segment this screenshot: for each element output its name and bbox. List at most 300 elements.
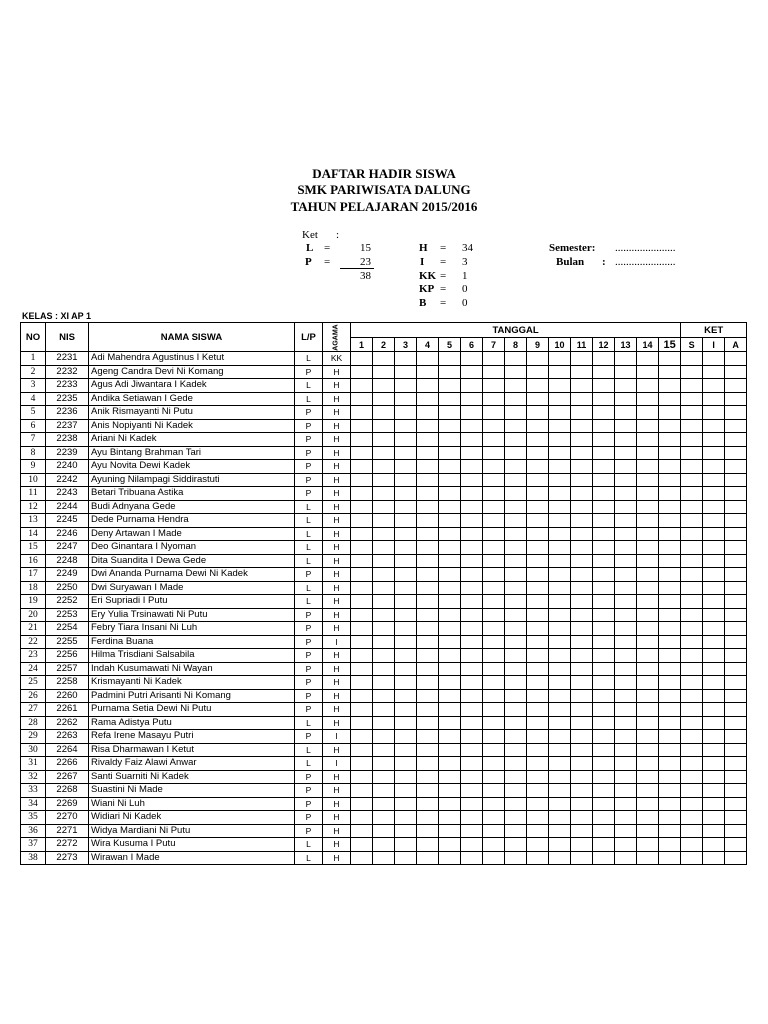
attendance-cell[interactable] [527,473,549,487]
attendance-cell[interactable] [439,649,461,663]
attendance-cell[interactable] [395,770,417,784]
attendance-cell[interactable] [351,662,373,676]
attendance-cell[interactable] [615,446,637,460]
attendance-cell[interactable] [593,770,615,784]
ket-cell[interactable] [725,514,747,528]
attendance-cell[interactable] [373,635,395,649]
attendance-cell[interactable] [483,352,505,366]
attendance-cell[interactable] [417,689,439,703]
ket-cell[interactable] [681,689,703,703]
attendance-cell[interactable] [351,595,373,609]
attendance-cell[interactable] [505,500,527,514]
ket-cell[interactable] [681,446,703,460]
attendance-cell[interactable] [395,703,417,717]
attendance-cell[interactable] [395,460,417,474]
attendance-cell[interactable] [483,554,505,568]
attendance-cell[interactable] [461,730,483,744]
attendance-cell[interactable] [417,460,439,474]
attendance-cell[interactable] [637,554,659,568]
attendance-cell[interactable] [505,352,527,366]
attendance-cell[interactable] [417,838,439,852]
ket-cell[interactable] [703,473,725,487]
attendance-cell[interactable] [615,581,637,595]
attendance-cell[interactable] [527,689,549,703]
ket-cell[interactable] [681,662,703,676]
attendance-cell[interactable] [417,487,439,501]
attendance-cell[interactable] [461,689,483,703]
attendance-cell[interactable] [615,622,637,636]
attendance-cell[interactable] [505,757,527,771]
attendance-cell[interactable] [505,689,527,703]
attendance-cell[interactable] [527,662,549,676]
attendance-cell[interactable] [483,500,505,514]
attendance-cell[interactable] [373,757,395,771]
attendance-cell[interactable] [615,757,637,771]
attendance-cell[interactable] [439,838,461,852]
attendance-cell[interactable] [615,851,637,865]
attendance-cell[interactable] [637,460,659,474]
attendance-cell[interactable] [483,473,505,487]
attendance-cell[interactable] [417,635,439,649]
attendance-cell[interactable] [527,676,549,690]
attendance-cell[interactable] [571,797,593,811]
attendance-cell[interactable] [373,419,395,433]
ket-cell[interactable] [681,824,703,838]
ket-cell[interactable] [681,730,703,744]
attendance-cell[interactable] [637,797,659,811]
attendance-cell[interactable] [593,811,615,825]
attendance-cell[interactable] [615,608,637,622]
attendance-cell[interactable] [571,487,593,501]
attendance-cell[interactable] [637,379,659,393]
ket-cell[interactable] [703,838,725,852]
attendance-cell[interactable] [439,352,461,366]
attendance-cell[interactable] [373,838,395,852]
attendance-cell[interactable] [615,379,637,393]
attendance-cell[interactable] [505,662,527,676]
attendance-cell[interactable] [637,581,659,595]
ket-cell[interactable] [681,352,703,366]
attendance-cell[interactable] [505,379,527,393]
ket-cell[interactable] [725,676,747,690]
attendance-cell[interactable] [593,446,615,460]
attendance-cell[interactable] [351,406,373,420]
ket-cell[interactable] [725,392,747,406]
attendance-cell[interactable] [527,379,549,393]
attendance-cell[interactable] [571,406,593,420]
attendance-cell[interactable] [351,379,373,393]
attendance-cell[interactable] [417,541,439,555]
ket-cell[interactable] [725,595,747,609]
attendance-cell[interactable] [417,824,439,838]
attendance-cell[interactable] [439,676,461,690]
attendance-cell[interactable] [571,622,593,636]
ket-cell[interactable] [681,649,703,663]
attendance-cell[interactable] [659,406,681,420]
attendance-cell[interactable] [417,851,439,865]
attendance-cell[interactable] [351,392,373,406]
attendance-cell[interactable] [373,473,395,487]
attendance-cell[interactable] [505,824,527,838]
ket-cell[interactable] [725,541,747,555]
attendance-cell[interactable] [527,608,549,622]
attendance-cell[interactable] [549,568,571,582]
ket-cell[interactable] [725,433,747,447]
attendance-cell[interactable] [483,460,505,474]
attendance-cell[interactable] [461,581,483,595]
attendance-cell[interactable] [483,730,505,744]
attendance-cell[interactable] [571,514,593,528]
attendance-cell[interactable] [351,554,373,568]
attendance-cell[interactable] [637,500,659,514]
attendance-cell[interactable] [395,811,417,825]
attendance-cell[interactable] [593,622,615,636]
ket-cell[interactable] [703,500,725,514]
ket-cell[interactable] [681,527,703,541]
attendance-cell[interactable] [549,352,571,366]
attendance-cell[interactable] [373,743,395,757]
attendance-cell[interactable] [637,649,659,663]
ket-cell[interactable] [725,838,747,852]
attendance-cell[interactable] [417,662,439,676]
attendance-cell[interactable] [637,433,659,447]
attendance-cell[interactable] [417,352,439,366]
attendance-cell[interactable] [637,419,659,433]
attendance-cell[interactable] [637,487,659,501]
ket-cell[interactable] [703,770,725,784]
attendance-cell[interactable] [351,649,373,663]
attendance-cell[interactable] [351,460,373,474]
attendance-cell[interactable] [395,392,417,406]
attendance-cell[interactable] [461,473,483,487]
attendance-cell[interactable] [659,446,681,460]
attendance-cell[interactable] [395,352,417,366]
attendance-cell[interactable] [593,703,615,717]
attendance-cell[interactable] [593,838,615,852]
attendance-cell[interactable] [593,406,615,420]
attendance-cell[interactable] [549,514,571,528]
ket-cell[interactable] [681,851,703,865]
attendance-cell[interactable] [527,541,549,555]
ket-cell[interactable] [703,419,725,433]
attendance-cell[interactable] [527,446,549,460]
attendance-cell[interactable] [461,608,483,622]
attendance-cell[interactable] [483,379,505,393]
attendance-cell[interactable] [351,757,373,771]
ket-cell[interactable] [681,487,703,501]
attendance-cell[interactable] [527,365,549,379]
attendance-cell[interactable] [615,743,637,757]
attendance-cell[interactable] [439,608,461,622]
ket-cell[interactable] [681,568,703,582]
attendance-cell[interactable] [615,689,637,703]
attendance-cell[interactable] [505,716,527,730]
attendance-cell[interactable] [439,365,461,379]
attendance-cell[interactable] [571,662,593,676]
attendance-cell[interactable] [395,730,417,744]
ket-cell[interactable] [703,784,725,798]
attendance-cell[interactable] [593,797,615,811]
attendance-cell[interactable] [571,770,593,784]
attendance-cell[interactable] [373,527,395,541]
attendance-cell[interactable] [571,500,593,514]
attendance-cell[interactable] [615,703,637,717]
ket-cell[interactable] [725,608,747,622]
attendance-cell[interactable] [549,392,571,406]
ket-cell[interactable] [725,419,747,433]
ket-cell[interactable] [681,514,703,528]
attendance-cell[interactable] [439,406,461,420]
attendance-cell[interactable] [351,419,373,433]
attendance-cell[interactable] [527,500,549,514]
ket-cell[interactable] [681,784,703,798]
attendance-cell[interactable] [417,743,439,757]
attendance-cell[interactable] [395,581,417,595]
ket-cell[interactable] [725,649,747,663]
attendance-cell[interactable] [461,716,483,730]
attendance-cell[interactable] [659,460,681,474]
attendance-cell[interactable] [659,581,681,595]
attendance-cell[interactable] [615,797,637,811]
attendance-cell[interactable] [615,730,637,744]
ket-cell[interactable] [725,770,747,784]
attendance-cell[interactable] [571,595,593,609]
attendance-cell[interactable] [593,473,615,487]
attendance-cell[interactable] [439,541,461,555]
attendance-cell[interactable] [637,365,659,379]
attendance-cell[interactable] [659,838,681,852]
ket-cell[interactable] [681,433,703,447]
ket-cell[interactable] [703,460,725,474]
attendance-cell[interactable] [549,446,571,460]
attendance-cell[interactable] [593,689,615,703]
ket-cell[interactable] [703,541,725,555]
ket-cell[interactable] [681,473,703,487]
attendance-cell[interactable] [659,770,681,784]
attendance-cell[interactable] [593,500,615,514]
ket-cell[interactable] [703,743,725,757]
attendance-cell[interactable] [461,649,483,663]
attendance-cell[interactable] [527,352,549,366]
attendance-cell[interactable] [439,635,461,649]
attendance-cell[interactable] [461,635,483,649]
attendance-cell[interactable] [395,446,417,460]
attendance-cell[interactable] [505,581,527,595]
attendance-cell[interactable] [439,595,461,609]
attendance-cell[interactable] [395,824,417,838]
attendance-cell[interactable] [395,500,417,514]
attendance-cell[interactable] [351,824,373,838]
attendance-cell[interactable] [593,541,615,555]
attendance-cell[interactable] [505,527,527,541]
ket-cell[interactable] [725,527,747,541]
attendance-cell[interactable] [571,676,593,690]
attendance-cell[interactable] [483,406,505,420]
attendance-cell[interactable] [549,797,571,811]
attendance-cell[interactable] [615,500,637,514]
attendance-cell[interactable] [373,784,395,798]
ket-cell[interactable] [681,797,703,811]
attendance-cell[interactable] [505,797,527,811]
attendance-cell[interactable] [483,716,505,730]
attendance-cell[interactable] [505,554,527,568]
attendance-cell[interactable] [373,608,395,622]
attendance-cell[interactable] [527,433,549,447]
attendance-cell[interactable] [571,554,593,568]
attendance-cell[interactable] [549,622,571,636]
attendance-cell[interactable] [395,419,417,433]
attendance-cell[interactable] [483,824,505,838]
ket-cell[interactable] [681,622,703,636]
attendance-cell[interactable] [395,473,417,487]
ket-cell[interactable] [681,716,703,730]
attendance-cell[interactable] [593,635,615,649]
attendance-cell[interactable] [637,689,659,703]
attendance-cell[interactable] [351,446,373,460]
attendance-cell[interactable] [505,365,527,379]
attendance-cell[interactable] [527,757,549,771]
attendance-cell[interactable] [593,595,615,609]
attendance-cell[interactable] [483,649,505,663]
attendance-cell[interactable] [439,824,461,838]
attendance-cell[interactable] [637,824,659,838]
attendance-cell[interactable] [395,676,417,690]
ket-cell[interactable] [703,622,725,636]
attendance-cell[interactable] [461,838,483,852]
attendance-cell[interactable] [439,730,461,744]
attendance-cell[interactable] [439,514,461,528]
attendance-cell[interactable] [351,676,373,690]
attendance-cell[interactable] [549,743,571,757]
attendance-cell[interactable] [417,595,439,609]
attendance-cell[interactable] [461,770,483,784]
ket-cell[interactable] [703,635,725,649]
attendance-cell[interactable] [373,649,395,663]
attendance-cell[interactable] [439,500,461,514]
attendance-cell[interactable] [373,500,395,514]
attendance-cell[interactable] [593,851,615,865]
attendance-cell[interactable] [593,676,615,690]
ket-cell[interactable] [703,595,725,609]
attendance-cell[interactable] [417,500,439,514]
attendance-cell[interactable] [439,487,461,501]
attendance-cell[interactable] [549,365,571,379]
attendance-cell[interactable] [373,689,395,703]
attendance-cell[interactable] [505,433,527,447]
attendance-cell[interactable] [461,500,483,514]
attendance-cell[interactable] [659,487,681,501]
attendance-cell[interactable] [571,851,593,865]
ket-cell[interactable] [681,541,703,555]
attendance-cell[interactable] [373,487,395,501]
attendance-cell[interactable] [615,365,637,379]
attendance-cell[interactable] [373,595,395,609]
attendance-cell[interactable] [549,757,571,771]
attendance-cell[interactable] [615,662,637,676]
attendance-cell[interactable] [527,743,549,757]
attendance-cell[interactable] [571,446,593,460]
attendance-cell[interactable] [571,689,593,703]
attendance-cell[interactable] [461,433,483,447]
attendance-cell[interactable] [637,541,659,555]
attendance-cell[interactable] [461,662,483,676]
attendance-cell[interactable] [351,581,373,595]
attendance-cell[interactable] [615,824,637,838]
attendance-cell[interactable] [395,595,417,609]
attendance-cell[interactable] [593,554,615,568]
attendance-cell[interactable] [373,622,395,636]
ket-cell[interactable] [681,811,703,825]
attendance-cell[interactable] [615,419,637,433]
attendance-cell[interactable] [417,581,439,595]
attendance-cell[interactable] [637,730,659,744]
attendance-cell[interactable] [527,770,549,784]
ket-cell[interactable] [681,770,703,784]
attendance-cell[interactable] [461,392,483,406]
ket-cell[interactable] [703,797,725,811]
attendance-cell[interactable] [351,622,373,636]
attendance-cell[interactable] [483,514,505,528]
attendance-cell[interactable] [527,581,549,595]
attendance-cell[interactable] [417,568,439,582]
attendance-cell[interactable] [461,527,483,541]
attendance-cell[interactable] [417,514,439,528]
ket-cell[interactable] [703,514,725,528]
attendance-cell[interactable] [527,487,549,501]
ket-cell[interactable] [703,676,725,690]
ket-cell[interactable] [725,716,747,730]
attendance-cell[interactable] [461,379,483,393]
attendance-cell[interactable] [549,406,571,420]
attendance-cell[interactable] [395,568,417,582]
attendance-cell[interactable] [483,635,505,649]
ket-cell[interactable] [681,757,703,771]
attendance-cell[interactable] [527,730,549,744]
attendance-cell[interactable] [417,379,439,393]
attendance-cell[interactable] [461,352,483,366]
ket-cell[interactable] [725,824,747,838]
attendance-cell[interactable] [417,392,439,406]
attendance-cell[interactable] [615,352,637,366]
attendance-cell[interactable] [483,797,505,811]
attendance-cell[interactable] [417,716,439,730]
ket-cell[interactable] [703,568,725,582]
ket-cell[interactable] [703,581,725,595]
attendance-cell[interactable] [395,433,417,447]
attendance-cell[interactable] [659,716,681,730]
attendance-cell[interactable] [549,703,571,717]
attendance-cell[interactable] [483,446,505,460]
attendance-cell[interactable] [615,392,637,406]
attendance-cell[interactable] [637,568,659,582]
attendance-cell[interactable] [659,500,681,514]
attendance-cell[interactable] [571,473,593,487]
attendance-cell[interactable] [395,622,417,636]
attendance-cell[interactable] [417,446,439,460]
attendance-cell[interactable] [373,365,395,379]
attendance-cell[interactable] [659,811,681,825]
ket-cell[interactable] [725,446,747,460]
attendance-cell[interactable] [505,703,527,717]
attendance-cell[interactable] [527,811,549,825]
ket-cell[interactable] [725,851,747,865]
attendance-cell[interactable] [461,568,483,582]
attendance-cell[interactable] [461,851,483,865]
attendance-cell[interactable] [483,568,505,582]
attendance-cell[interactable] [417,797,439,811]
attendance-cell[interactable] [417,649,439,663]
attendance-cell[interactable] [615,595,637,609]
